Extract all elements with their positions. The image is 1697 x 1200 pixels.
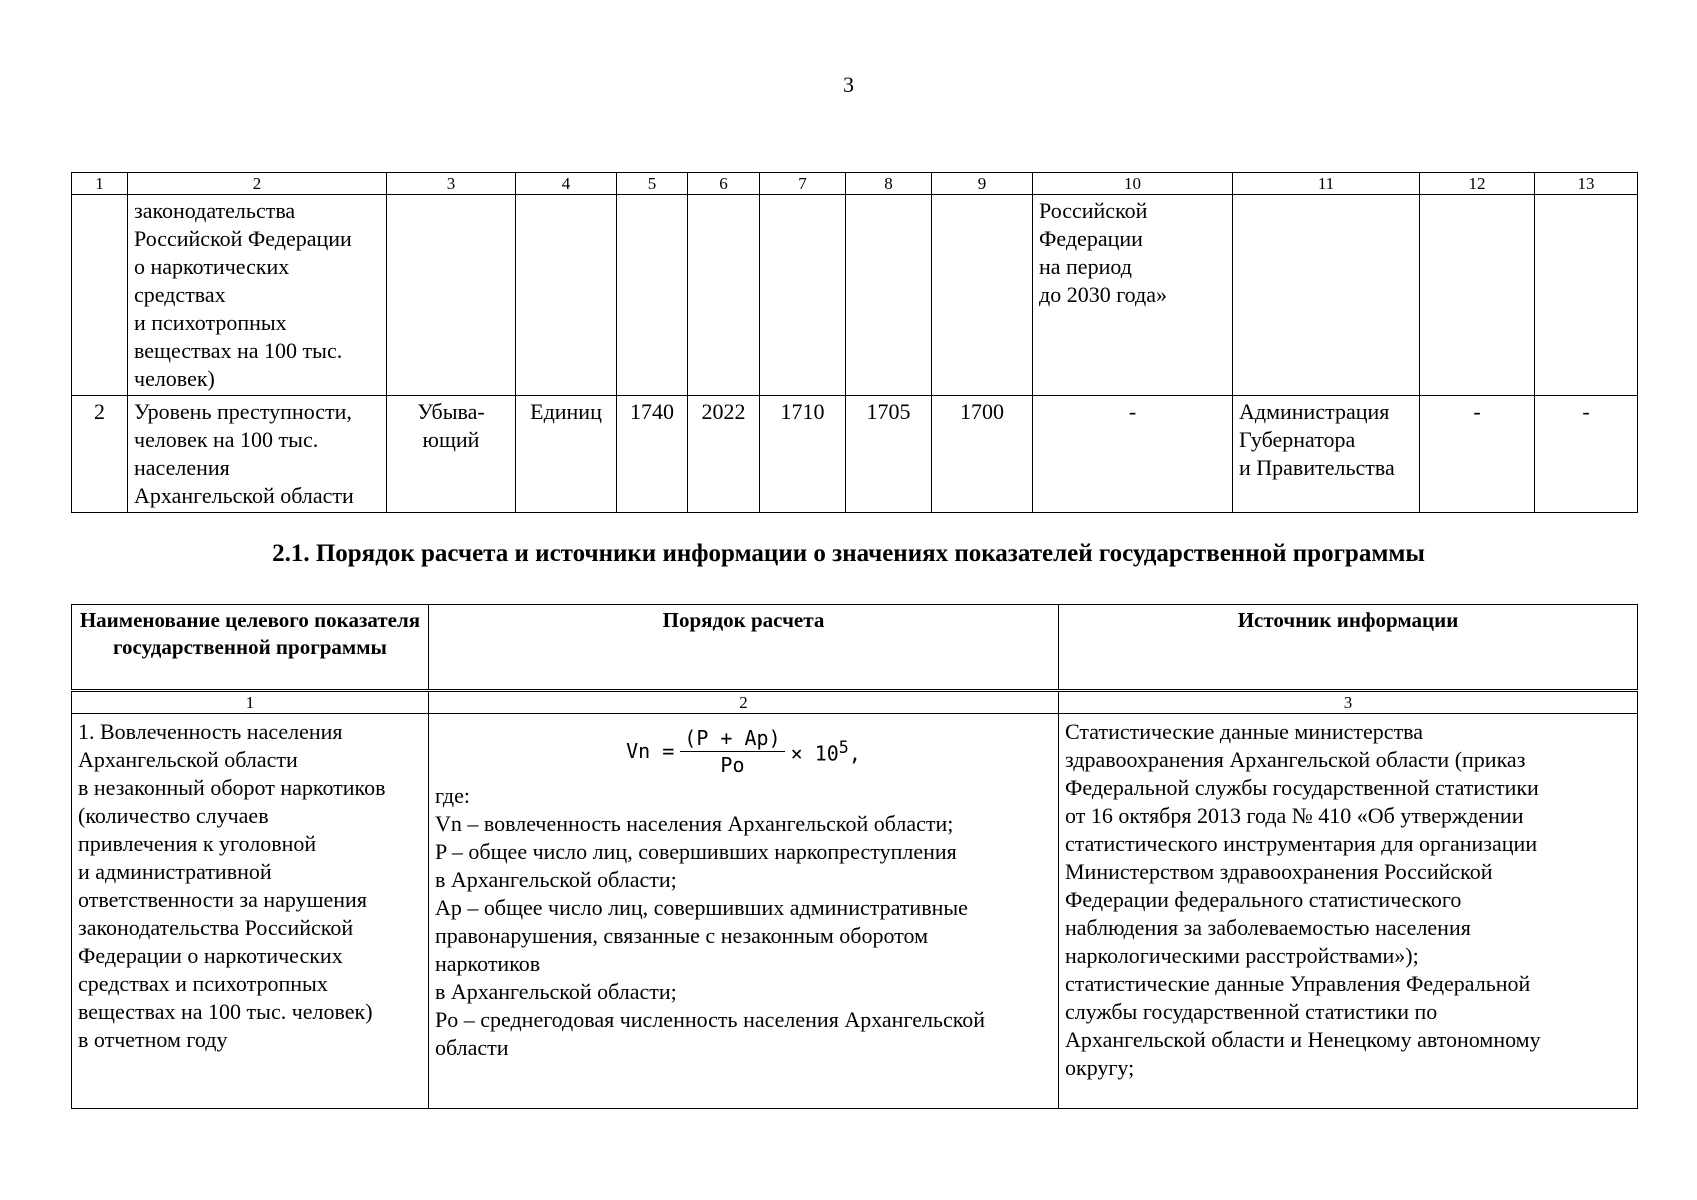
- header-row: [72, 605, 1638, 691]
- column-number: 5: [617, 173, 688, 195]
- value-cell: 1700: [932, 396, 1033, 513]
- column-number: 3: [1059, 691, 1638, 714]
- document-reference-cell: -: [1033, 396, 1233, 513]
- column-header: Наименование целевого показателя государственной программы: [72, 605, 429, 691]
- column-number: 2: [429, 691, 1059, 714]
- responsible-cell: Администрация Губернатора и Правительства: [1233, 396, 1420, 513]
- indicators-table: [71, 172, 1638, 513]
- formula: [435, 720, 1052, 782]
- column-number-row: [72, 173, 1638, 195]
- table-cell: [846, 195, 932, 396]
- column-number: 1: [72, 173, 128, 195]
- calculation-table: [71, 604, 1638, 1109]
- column-header: Источник информации: [1059, 605, 1638, 691]
- table-row: [72, 195, 1638, 396]
- row-number: 2: [72, 396, 128, 513]
- section-title: 2.1. Порядок расчета и источники информации о значениях показателей государственной программы: [272, 540, 1425, 567]
- indicator-name-cell: Уровень преступности, человек на 100 тыс. населения Архангельской области: [128, 396, 387, 513]
- value-cell: 1740: [617, 396, 688, 513]
- value-cell: 1705: [846, 396, 932, 513]
- table-cell: [932, 195, 1033, 396]
- indicator-name-cell: законодательства Российской Федерации о наркотических средствах и психотропных веществах на 100 тыс. человек): [128, 195, 387, 396]
- column-number: 3: [387, 173, 516, 195]
- formula-rhs: × $10^5$,: [790, 738, 861, 766]
- column-number: 11: [1233, 173, 1420, 195]
- formula-exponent: 5: [838, 738, 849, 758]
- value-cell: 1710: [760, 396, 846, 513]
- column-number: 9: [932, 173, 1033, 195]
- document-reference-cell: Российской Федерации на период до 2030 года»: [1033, 195, 1233, 396]
- column-number: 10: [1033, 173, 1233, 195]
- table-cell: [1535, 195, 1638, 396]
- column-number-row: [72, 691, 1638, 714]
- table-cell: -: [1535, 396, 1638, 513]
- column-number: 2: [128, 173, 387, 195]
- table-row: [72, 396, 1638, 513]
- indicator-name-cell: 1. Вовлеченность населения Архангельской области в незаконный оборот наркотиков (количество случаев привлечения к уголовной и административной ответственности за нарушения законодательства Российской Федерации о наркотических средствах и психотропных веществах на 100 тыс. человек) в отчетном году: [72, 714, 429, 1109]
- value-cell: 2022: [688, 396, 760, 513]
- column-number: 6: [688, 173, 760, 195]
- column-number: 8: [846, 173, 932, 195]
- table-cell: [760, 195, 846, 396]
- table-cell: [516, 195, 617, 396]
- column-number: 13: [1535, 173, 1638, 195]
- formula-lhs: Vn =: [626, 739, 675, 763]
- table-cell: [1233, 195, 1420, 396]
- table-row: [72, 714, 1638, 1109]
- unit-cell: Единиц: [516, 396, 617, 513]
- source-cell: Статистические данные министерства здравоохранения Архангельской области (приказ Федеральной службы государственной статистики от 16 октября 2013 года № 410 «Об утверждении статистического инструментария для организации Министерством здравоохранения Российской Федерации федерального статистического наблюдения за заболеваемостью населения наркологическими расстройствами»); статистические данные Управления Федеральной службы государственной статистики по Архангельской области и Ненецкому автономному округу;: [1059, 714, 1638, 1109]
- table-cell: [72, 195, 128, 396]
- column-number: 4: [516, 173, 617, 195]
- column-number: 12: [1420, 173, 1535, 195]
- table-cell: [617, 195, 688, 396]
- table-cell: [387, 195, 516, 396]
- formula-fraction: [680, 725, 784, 778]
- table-cell: [1420, 195, 1535, 396]
- table-cell: [688, 195, 760, 396]
- formula-numerator: (P + Ap): [680, 725, 784, 752]
- column-header: Порядок расчета: [429, 605, 1059, 691]
- table-cell: -: [1420, 396, 1535, 513]
- calculation-cell: Vn = $\frac{(P + Ap)}{Po}$ × $10^5$, где: Vn – вовлеченность населения Архангельской области; P – общее число лиц, совершивших наркопреступления в Архангельской области; Ap – общее число лиц, совершивших административные правонарушения, связанные с незаконным оборотом наркотиков в Архангельской области; Po – среднегодовая численность населения Архангельской области: [429, 714, 1059, 1109]
- column-number: 7: [760, 173, 846, 195]
- column-number: 1: [72, 691, 429, 714]
- trend-cell: Убыва- ющий: [387, 396, 516, 513]
- page-number: 3: [843, 72, 854, 97]
- formula-denominator: Po: [720, 752, 745, 777]
